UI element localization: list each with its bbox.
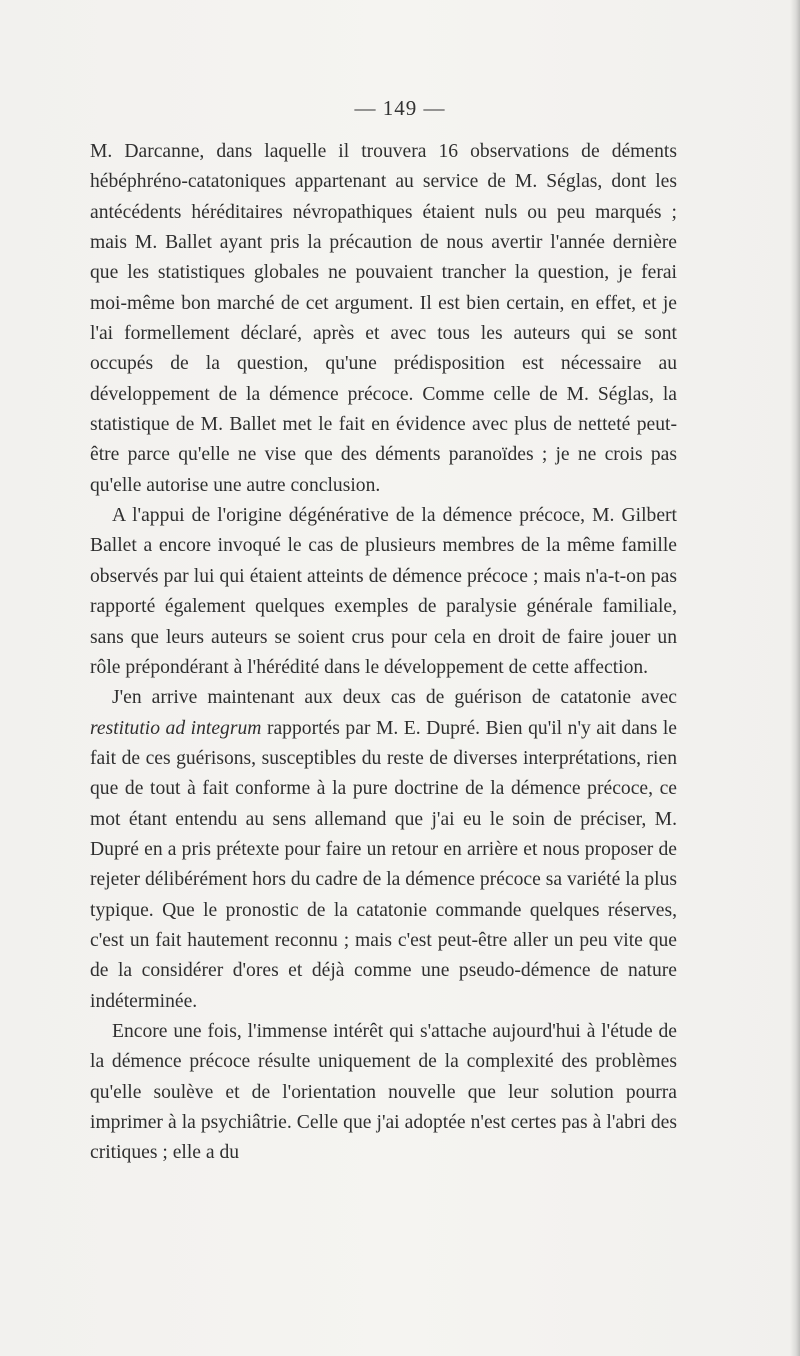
paragraph-3-text-start: J'en arrive maintenant aux deux cas de guérison de catatonie avec [112, 687, 677, 709]
latin-phrase: restitutio ad integrum [90, 717, 262, 739]
paragraph-4: Encore une fois, l'immense intérêt qui s'attache aujourd'hui à l'étude de la démence précoce résulte uniquement de la complexité des problèmes qu'elle soulève et de l'orientation nouvelle que leur solution pourra imprimer à la psychiâtrie. Celle que j'ai adoptée n'est certes pas à l'abri des critiques ; elle a du [90, 1020, 677, 1164]
paragraph-2: A l'appui de l'origine dégénérative de la démence précoce, M. Gilbert Ballet a encore invoqué le cas de plusieurs membres de la même famille observés par lui qui étaient atteints de démence précoce ; mais n'a-t-on pas rapporté également quelques exemples de paralysie générale familiale, sans que leurs auteurs se soient crus pour cela en droit de faire jouer un rôle prépondérant à l'hérédité dans le développement de cette affection. [90, 505, 677, 678]
page-edge-shadow [790, 0, 800, 1356]
page-number: — 149 — [354, 96, 446, 120]
body-text [90, 137, 677, 1169]
paragraph-1: M. Darcanne, dans laquelle il trouvera 16 observations de déments hébéphréno-catatoniques appartenant au service de M. Séglas, dont les antécédents héréditaires névropathiques étaient nuls ou peu marqués ; mais M. Ballet ayant pris la précaution de nous avertir l'année dernière que les statistiques globales ne pouvaient trancher la question, je ferai moi-même bon marché de cet argument. Il est bien certain, en effet, et je l'ai formellement déclaré, après et avec tous les auteurs qui se sont occupés de la question, qu'une prédisposition est nécessaire au développement de la démence précoce. Comme celle de M. Séglas, la statistique de M. Ballet met le fait en évidence avec plus de netteté peut-être parce qu'elle ne vise que des déments paranoïdes ; je ne crois pas qu'elle autorise une autre conclusion. [90, 141, 677, 496]
paragraph-3 [90, 683, 677, 1017]
paragraph-3-text-end: rapportés par M. E. Dupré. Bien qu'il n'y ait dans le fait de ces guérisons, susceptibles du reste de diverses interprétations, rien que de tout à fait conforme à la pure doctrine de la démence précoce, ce mot étant entendu au sens allemand que j'ai eu le soin de préciser, M. Dupré en a pris prétexte pour faire un retour en arrière et nous proposer de rejeter délibérément hors du cadre de la démence précoce sa variété la plus typique. Que le pronostic de la catatonie commande quelques réserves, c'est un fait hautement reconnu ; mais c'est peut-être aller un peu vite que de la considérer d'ores et déjà comme une pseudo-démence de nature indéterminée. [90, 717, 677, 1012]
